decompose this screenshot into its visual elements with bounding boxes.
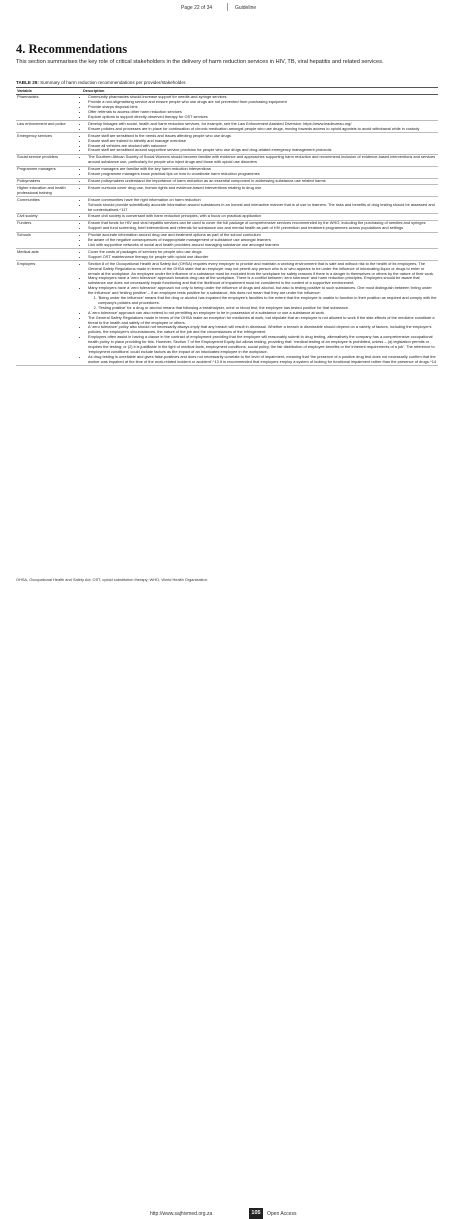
row-bullet: • Ensure staff are sensitised to the needs and issues affecting people who use drugs bbox=[88, 134, 437, 139]
employers-paragraph: • Many employers have a 'zero tolerance' approach towards drug use at the workplace. There is a conflict between 'zero tolerance' and harm reduction principles. Employers should be aware that substance use does not necessarily impair functioning and that the likelihood of impairment must be considered in the context of a supportive environment. bbox=[88, 276, 437, 286]
table-row bbox=[16, 249, 438, 261]
table-caption-label: TABLE 29: bbox=[16, 80, 39, 85]
row-bullet: • Ensure civil society is conversant with harm reduction principles, with a focus on practical application bbox=[88, 214, 437, 219]
row-variable: Law enforcement and police bbox=[16, 121, 82, 133]
row-bullet: • Offer referrals to access other harm reduction services bbox=[88, 110, 437, 115]
row-variable: Funders bbox=[16, 220, 82, 232]
row-variable: Medical aids bbox=[16, 249, 82, 261]
row-bullet: • Provide sharps disposal bins bbox=[88, 105, 437, 110]
table-row bbox=[16, 133, 438, 155]
row-bullet: • Ensure all vehicles are stocked with naloxone bbox=[88, 144, 437, 149]
row-bullet: • Ensure policies and processes are in place for continuation of chronic medication amongst people who use drugs, moving towards access to opioid agonists to avoid withdrawal while in custody bbox=[88, 127, 437, 132]
journal-url[interactable]: http://www.sajhivmed.org.za bbox=[150, 1211, 213, 1217]
row-bullet-list bbox=[83, 186, 437, 191]
row-bullet: • Ensure communities have the right information on harm reduction bbox=[88, 198, 437, 203]
row-bullet-list bbox=[83, 221, 437, 231]
column-header-description: Description bbox=[82, 88, 438, 95]
row-variable: Programme managers bbox=[16, 166, 82, 178]
row-bullet: • Be aware of the negative consequences of inappropriate management of substance use amongst learners bbox=[88, 238, 437, 243]
row-bullet: • Community pharmacies should increase support for needle-and-syringe services bbox=[88, 95, 437, 100]
page-indicator: Page 22 of 34 bbox=[181, 5, 213, 11]
row-description bbox=[82, 178, 438, 185]
employers-paragraph: • Section 8 of the Occupational Health and Safety Act (OHSA) requires every employer to provide and maintain a working environment that is safe and without risk to the health of its employees. The General Safety Regulations made in terms of the OHSA state that an employer may not permit any person who is or who appears to be under the influence of intoxicating liquor or drugs to enter or remain at the workplace. An employee under the influence of a substance must be excluded from the workplace for safety reasons if there is a danger to themselves or others by the nature of their work. bbox=[88, 262, 437, 277]
employers-subitem: 2. 'Testing positive' for a drug or alcohol means that following a breathalyser, urine or blood test, the employee has tested positive for that substance. bbox=[98, 306, 437, 311]
table-row bbox=[16, 178, 438, 185]
row-bullet: • Ensure programme managers know practical tips on how to coordinate harm reduction programmes bbox=[88, 172, 437, 177]
table-row bbox=[16, 197, 438, 214]
row-description bbox=[82, 232, 438, 249]
row-bullet-list bbox=[83, 122, 437, 132]
table-row bbox=[16, 121, 438, 133]
table-row bbox=[16, 232, 438, 249]
employers-paragraph bbox=[88, 286, 437, 311]
table-row bbox=[16, 154, 438, 166]
row-variable: Higher education and health professional training bbox=[16, 185, 82, 197]
row-bullet-list bbox=[83, 167, 437, 177]
table-row bbox=[16, 261, 438, 366]
row-variable: Emergency services bbox=[16, 133, 82, 155]
row-bullet: • Link with supportive networks of social and health providers around managing substance use amongst learners bbox=[88, 243, 437, 248]
row-bullet: • Support and fund screening, brief interventions and referrals for substance use and mental health as part of HIV prevention and treatment programmes across populations and settings bbox=[88, 226, 437, 231]
row-bullet-list bbox=[83, 198, 437, 213]
row-bullet-list bbox=[83, 214, 437, 219]
row-bullet-list bbox=[83, 179, 437, 184]
table-caption-text: Summary of harm reduction recommendations per provider/stakeholder. bbox=[40, 80, 187, 85]
recommendations-table bbox=[16, 87, 438, 366]
row-bullet: • Develop linkages with social, health and harm reduction services, for example, see the Law Enforcement Assisted Diversion: https://www.leadbureau.org/ bbox=[88, 122, 437, 127]
row-bullet-list bbox=[83, 155, 437, 165]
row-bullet: • Ensure that funds for HIV and viral hepatitis services can be used to cover the full package of comprehensive services recommended by the WHO, including the purchasing of needles and syringes bbox=[88, 221, 437, 226]
employers-bullet: • As drug testing is unreliable and gives false-positives and does not necessarily correlate to the level of impairment, meaning that 'the presence of a positive drug test does not necessarily confirm that the worker was impaired at the time of the work-related incident or accident'.^13 It is recommended that employers employ a system of looking for functional impairment rather than the presence of drugs.^14 bbox=[88, 355, 437, 365]
row-description bbox=[82, 213, 438, 220]
row-bullet: • Provide accurate information around drug use and treatment options as part of the school curriculum bbox=[88, 233, 437, 238]
employers-bullet: • A 'zero tolerance' approach can also extend to not permitting an employee to be in possession of a substance or use a substance at work. bbox=[88, 311, 437, 316]
row-bullet: • Ensure curricula cover drug use, human rights and evidence-based interventions relating to drug use bbox=[88, 186, 437, 191]
row-bullet: • Support OST maintenance therapy for people with opioid use disorder bbox=[88, 255, 437, 260]
row-bullet-list bbox=[83, 95, 437, 120]
row-bullet-list bbox=[83, 233, 437, 248]
employers-bullet: • The General Safety Regulations made in terms of the OHSA make an exception for medicines at work, but stipulate that an employee is not allowed to work if the side-effects of the medicine constitute a threat to the health and safety of the employee or others. bbox=[88, 316, 437, 326]
table-row bbox=[16, 220, 438, 232]
row-description bbox=[82, 133, 438, 155]
row-bullet: • The Southern African Society of Social Workers should become familiar with evidence and approaches supporting harm reduction and recommend inclusion of evidence-based interventions and services around substance use, particularly for people who inject drugs and those with opioid use disorders bbox=[88, 155, 437, 165]
row-bullet: • Ensure managers are familiar with the key harm reduction interventions bbox=[88, 167, 437, 172]
row-bullet: • Explore options to support directly observed therapy for OST services bbox=[88, 115, 437, 120]
employers-bullet: • Employers often assist in having a clause in the contract of employment providing that the employee will reasonably submit to drug testing, alternatively the company has a comprehensive occupational health policy in place providing for this. However, Section 7 of the Employment Equity Act allows testing, providing that: 'medical testing of an employee is prohibited, unless – (a) legislation permits or requires the testing; or (2) it is justifiable in the light of medical facts, employment conditions, social policy, the fair distribution of employee benefits or the inherent requirements of a job'. The reference to 'employment conditions' could include factors as the impact of an intoxicated employee in the workplace. bbox=[88, 335, 437, 355]
page-footer bbox=[0, 603, 453, 1217]
row-description bbox=[82, 220, 438, 232]
row-variable: Policymakers bbox=[16, 178, 82, 185]
employers-description bbox=[82, 261, 438, 366]
row-description bbox=[82, 121, 438, 133]
row-description bbox=[82, 154, 438, 166]
employers-variable: Employers bbox=[16, 261, 82, 366]
row-bullet: • Ensure staff are sensitised around supportive service provision for people who use drugs and drug-related emergency management protocols bbox=[88, 148, 437, 153]
row-description bbox=[82, 185, 438, 197]
row-variable: Pharmacists bbox=[16, 94, 82, 121]
row-bullet-list bbox=[83, 250, 437, 260]
table-caption bbox=[16, 80, 186, 85]
row-bullet: • Schools should provide scientifically accurate information around substances in an honest and interactive manner that is of use to learners. The risks and benefits of drug testing should be assessed and be contextualised.^117 bbox=[88, 203, 437, 213]
table-header-row bbox=[16, 88, 438, 95]
row-variable: Communities bbox=[16, 197, 82, 214]
table-row bbox=[16, 166, 438, 178]
row-bullet: • Cover the costs of packages of services for people who use drugs bbox=[88, 250, 437, 255]
table-row bbox=[16, 213, 438, 220]
row-bullet: • Ensure staff are trained to identify and manage overdose bbox=[88, 139, 437, 144]
employers-bullet: • A 'zero tolerance' policy also should not necessarily always imply that any breach will result in dismissal. Whether a breach is dismissible should depend on a variety of factors, including the employer's policies, the employee's circumstances, the nature of the job and the circumstances of the infringement. bbox=[88, 325, 437, 335]
row-description bbox=[82, 166, 438, 178]
employers-list bbox=[83, 262, 437, 365]
page-number: 105 bbox=[249, 1208, 263, 1219]
row-variable: Civil society bbox=[16, 213, 82, 220]
row-bullet-list bbox=[83, 134, 437, 154]
row-variable: Schools bbox=[16, 232, 82, 249]
open-access-label: Open Access bbox=[267, 1211, 297, 1217]
row-description bbox=[82, 249, 438, 261]
header-divider bbox=[227, 3, 228, 11]
row-variable: Social service providers bbox=[16, 154, 82, 166]
table-body bbox=[16, 94, 438, 365]
employers-subitem: 1. 'Being under the influence' means that the drug or alcohol has impaired the employee's faculties to the extent that the employee is unable to function in their position as required and comply with the company's policies and procedures. bbox=[98, 296, 437, 306]
row-description bbox=[82, 197, 438, 214]
row-bullet: • Provide a non-stigmatising service and ensure people who use drugs are not prevented from purchasing equipment bbox=[88, 100, 437, 105]
employers-sublist bbox=[88, 296, 437, 311]
section-intro: This section summarises the key role of critical stakeholders in the delivery of harm reduction services in HIV, TB, viral hepatitis and related services. bbox=[16, 59, 384, 65]
table-row bbox=[16, 94, 438, 121]
employers-paragraph-text: Many employers have a 'zero tolerance' approach not only to being under the influence of drugs and alcohol, but also to testing positive to such substances. One must distinguish between 'being under the influence' and 'testing positive' – if an employee tests positive for a substance, this does not mean that they are under the influence: bbox=[88, 285, 432, 296]
table-row bbox=[16, 185, 438, 197]
section-title: 4. Recommendations bbox=[16, 42, 128, 56]
row-bullet: • Ensure policymakers understand the importance of harm reduction as an essential component in addressing substance-use related harms bbox=[88, 179, 437, 184]
column-header-variable: Variable bbox=[16, 88, 82, 95]
page-header bbox=[0, 0, 453, 14]
article-type: Guideline bbox=[235, 5, 257, 11]
row-description bbox=[82, 94, 438, 121]
table-footnote: OHSA, Occupational Health and Safety Act; OST, opioid substitution therapy; WHO, World Health Organization. bbox=[16, 577, 208, 582]
